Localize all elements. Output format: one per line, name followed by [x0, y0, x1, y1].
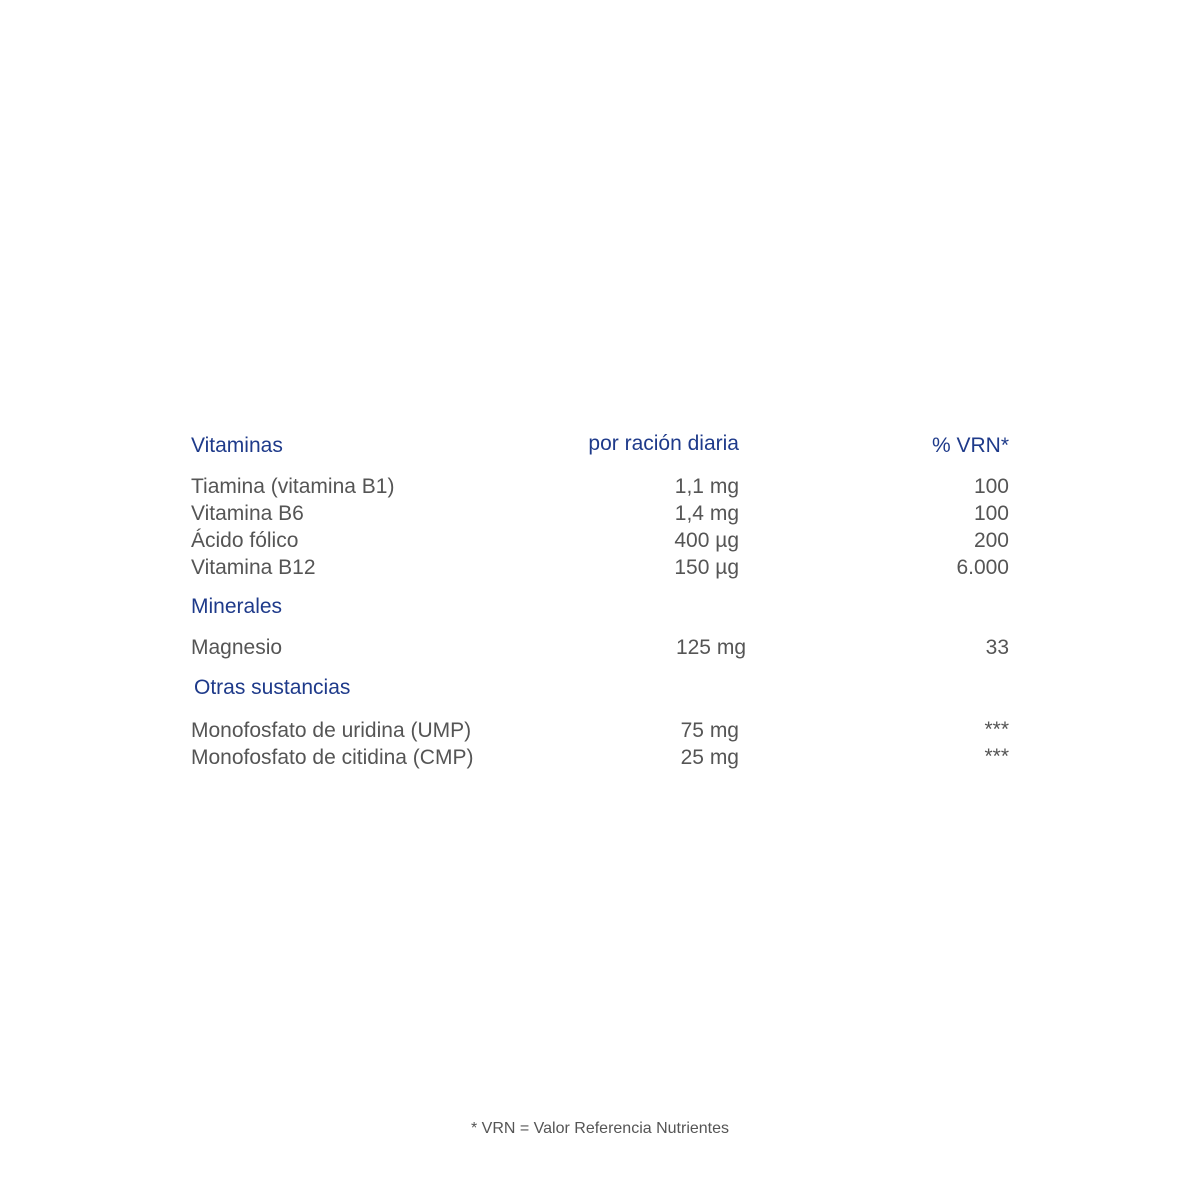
vitamin-name: Tiamina (vitamina B1): [191, 475, 395, 498]
mineral-name: Magnesio: [191, 636, 283, 659]
section-heading-otras-sustancias: Otras sustancias: [194, 676, 351, 699]
footnote: * VRN = Valor Referencia Nutrientes: [470, 1120, 730, 1137]
mineral-amount: 125 mg: [675, 636, 746, 659]
vitamin-name: Vitamina B12: [191, 556, 316, 579]
vitamin-vrn: 100: [973, 475, 1009, 498]
header-vitaminas: Vitaminas: [191, 434, 283, 457]
vitamin-amount: 1,1 mg: [674, 475, 739, 498]
other-name: Monofosfato de uridina (UMP): [191, 719, 472, 742]
vitamin-vrn: 200: [973, 529, 1009, 552]
vitamin-name: Ácido fólico: [191, 529, 299, 552]
section-heading-minerales: Minerales: [191, 595, 283, 618]
vitamin-amount: 150 µg: [674, 556, 739, 579]
other-amount: 75 mg: [680, 719, 739, 742]
header-amount: por ración diaria: [588, 432, 739, 455]
mineral-vrn: 33: [985, 636, 1009, 659]
vitamin-vrn: 6.000: [956, 556, 1009, 579]
other-name: Monofosfato de citidina (CMP): [191, 746, 474, 769]
vitamin-name: Vitamina B6: [191, 502, 304, 525]
other-vrn: ***: [984, 745, 1009, 768]
other-vrn: ***: [984, 718, 1009, 741]
header-vrn: % VRN*: [931, 434, 1009, 457]
vitamin-amount: 1,4 mg: [674, 502, 739, 525]
vitamin-amount: 400 µg: [674, 529, 739, 552]
vitamin-vrn: 100: [973, 502, 1009, 525]
other-amount: 25 mg: [680, 746, 739, 769]
